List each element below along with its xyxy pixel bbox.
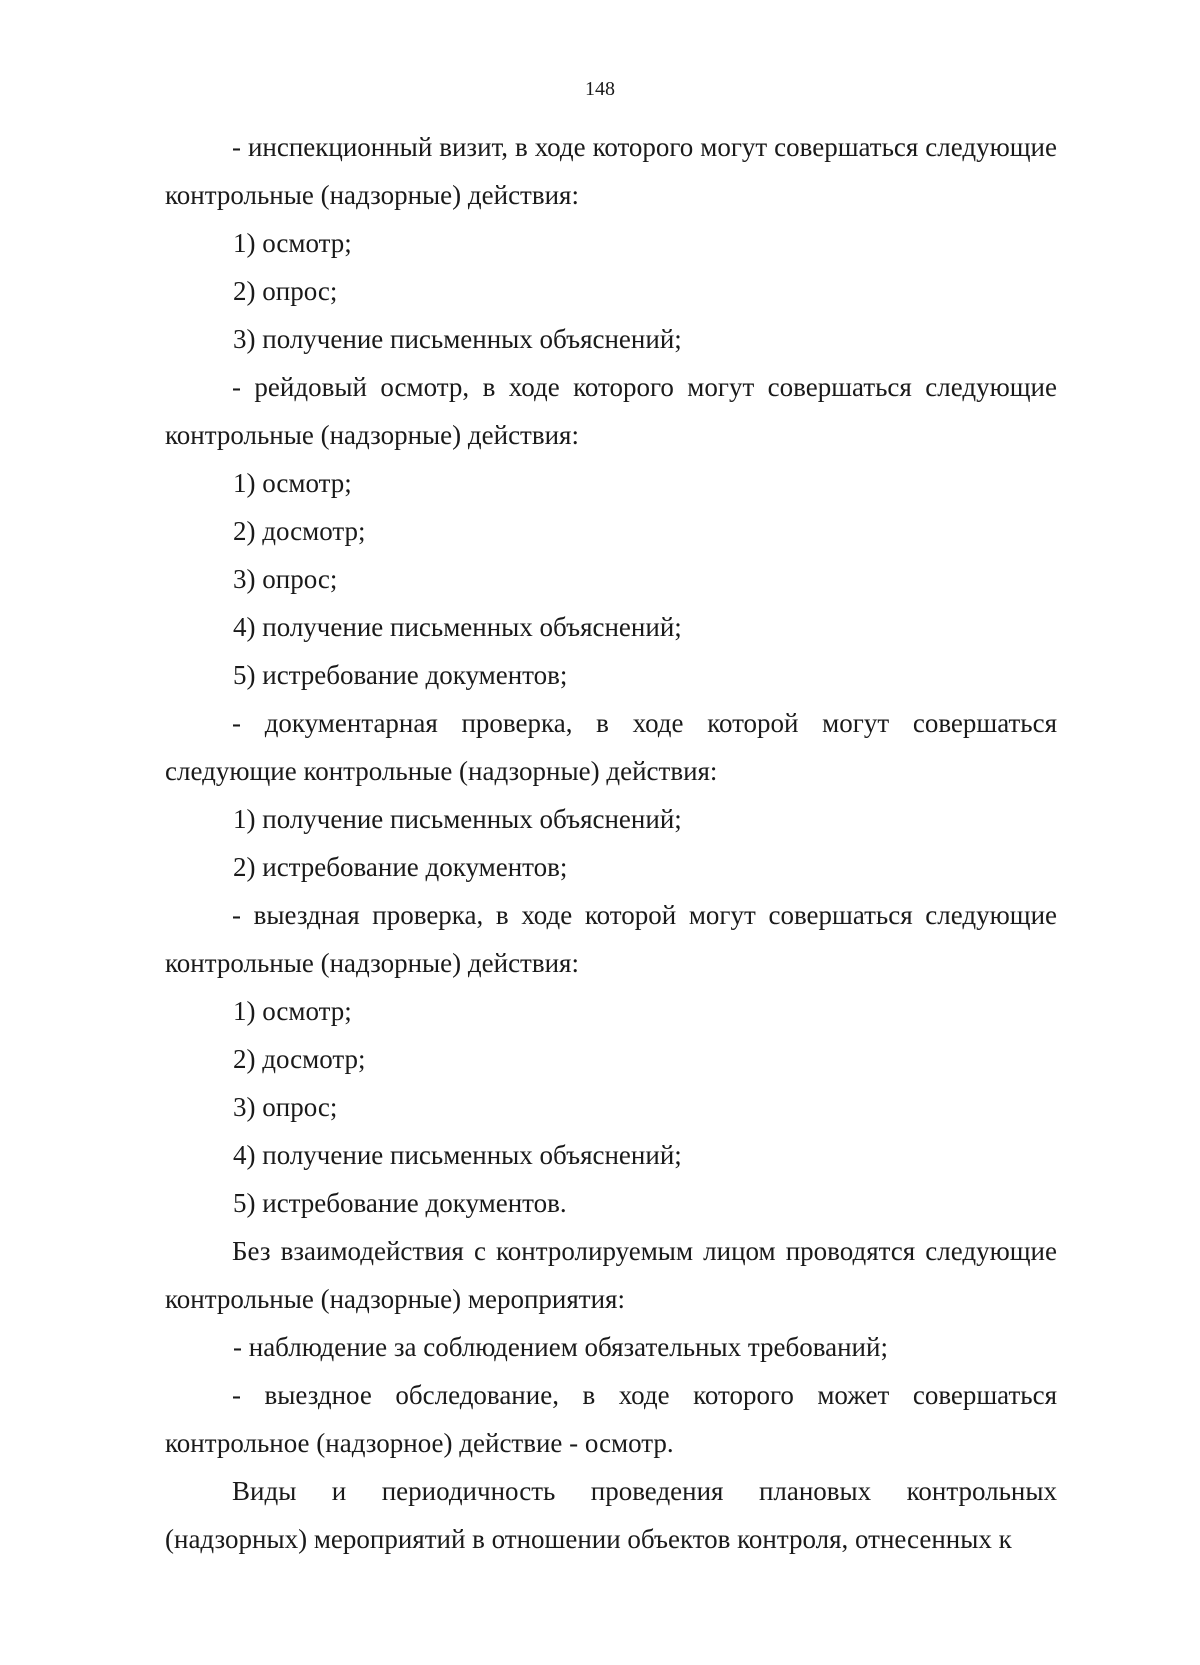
list-item: 4) получение письменных объяснений; [233, 612, 682, 642]
paragraph-raid-inspection: - рейдовый осмотр, в ходе которого могут совершаться следующие контрольные (надзорные) действия: [165, 372, 1057, 450]
document-body [165, 123, 1057, 1563]
list-item: 3) получение письменных объяснений; [233, 324, 682, 354]
list-item: - наблюдение за соблюдением обязательных требований; [233, 1332, 888, 1362]
list-item: 2) опрос; [233, 276, 338, 306]
paragraph-field-check: - выездная проверка, в ходе которой могут совершаться следующие контрольные (надзорные) действия: [165, 900, 1057, 978]
list-item: 5) истребование документов. [233, 1188, 567, 1218]
list-item: 1) осмотр; [233, 996, 352, 1026]
list-item: 1) получение письменных объяснений; [233, 804, 682, 834]
paragraph-types-periodicity: Виды и периодичность проведения плановых контрольных (надзорных) мероприятий в отношении объектов контроля, отнесенных к [165, 1476, 1057, 1554]
paragraph-field-survey: - выездное обследование, в ходе которого может совершаться контрольное (надзорное) действие - осмотр. [165, 1380, 1057, 1458]
list-item: 1) осмотр; [233, 228, 352, 258]
list-item: 2) досмотр; [233, 1044, 366, 1074]
list-item: 5) истребование документов; [233, 660, 568, 690]
list-item: 1) осмотр; [233, 468, 352, 498]
page-number: 148 [585, 78, 615, 100]
list-item: 3) опрос; [233, 1092, 338, 1122]
list-item: 2) истребование документов; [233, 852, 568, 882]
paragraph-without-interaction: Без взаимодействия с контролируемым лицом проводятся следующие контрольные (надзорные) мероприятия: [165, 1236, 1057, 1314]
paragraph-documentary-check: - документарная проверка, в ходе которой могут совершаться следующие контрольные (надзорные) действия: [165, 708, 1057, 786]
paragraph-inspection-visit: - инспекционный визит, в ходе которого могут совершаться следующие контрольные (надзорные) действия: [165, 132, 1057, 210]
list-item: 2) досмотр; [233, 516, 366, 546]
list-item: 3) опрос; [233, 564, 338, 594]
list-item: 4) получение письменных объяснений; [233, 1140, 682, 1170]
